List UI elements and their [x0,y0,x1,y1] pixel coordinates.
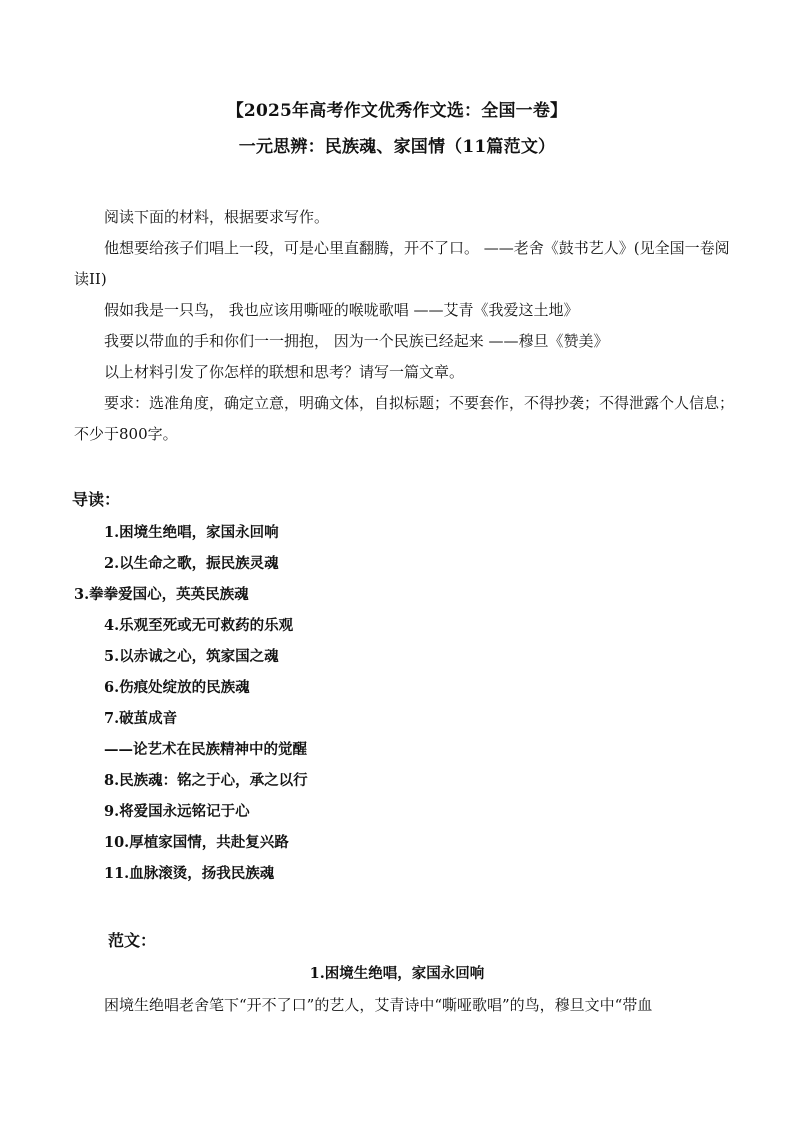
writing-prompt [74,202,734,450]
prompt-instruction: 阅读下面的材料，根据要求写作。 [104,208,330,226]
prompt-material-muda: 我要以带血的手和你们一一拥抱， 因为一个民族已经起来 ——穆旦《赞美》 [104,332,609,350]
guide-item: 2.以生命之歌，振民族灵魂 [104,555,279,572]
prompt-question: 以上材料引发了你怎样的联想和思考？请写一篇文章。 [104,363,465,381]
prompt-material-aiqing: 假如我是一只鸟， 我也应该用嘶哑的喉咙歌唱 ——艾青《我爱这土地》 [104,301,579,319]
sample-essay-text: 困境生绝唱老舍笔下“开不了口”的艺人，艾青诗中“嘶哑歌唱”的鸟，穆旦文中“带血 [104,996,653,1014]
guide-heading: 导读： [72,490,121,509]
sample-essay-title: 1.困境生绝唱，家国永回响 [309,965,485,982]
guide-item-subtitle: ——论艺术在民族精神中的觉醒 [104,741,307,758]
guide-item: 1.困境生绝唱，家国永回响 [104,524,279,541]
document-subtitle: 一元思辨：民族魂、家国情（11篇范文） [238,137,556,157]
document-title: 【2025年高考作文优秀作文选：全国一卷】 [226,101,568,121]
guide-item: 9.将爱国永远铭记于心 [104,803,250,820]
sample-heading: 范文： [108,931,157,950]
guide-item: 10.厚植家国情，共赴复兴路 [104,834,289,851]
guide-item: 7.破茧成音 [104,710,178,727]
guide-item: 6.伤痕处绽放的民族魂 [104,679,250,696]
prompt-requirements: 要求：选准角度，确定立意，明确文体，自拟标题；不要套作，不得抄袭；不得泄露个人信息；不少于800字。 [74,394,735,443]
guide-list [74,517,734,889]
guide-item: 3.拳拳爱国心，英英民族魂 [74,586,249,603]
guide-item: 4.乐观至死或无可救药的乐观 [104,617,294,634]
guide-item: 11.血脉滚烫，扬我民族魂 [104,865,275,882]
guide-item: 8.民族魂：铭之于心，承之以行 [104,772,308,789]
prompt-material-laoshe: 他想要给孩子们唱上一段，可是心里直翻腾，开不了口。 ——老舍《鼓书艺人》(见全国一卷阅读II) [74,239,730,288]
guide-item: 5.以赤诚之心，筑家国之魂 [104,648,279,665]
